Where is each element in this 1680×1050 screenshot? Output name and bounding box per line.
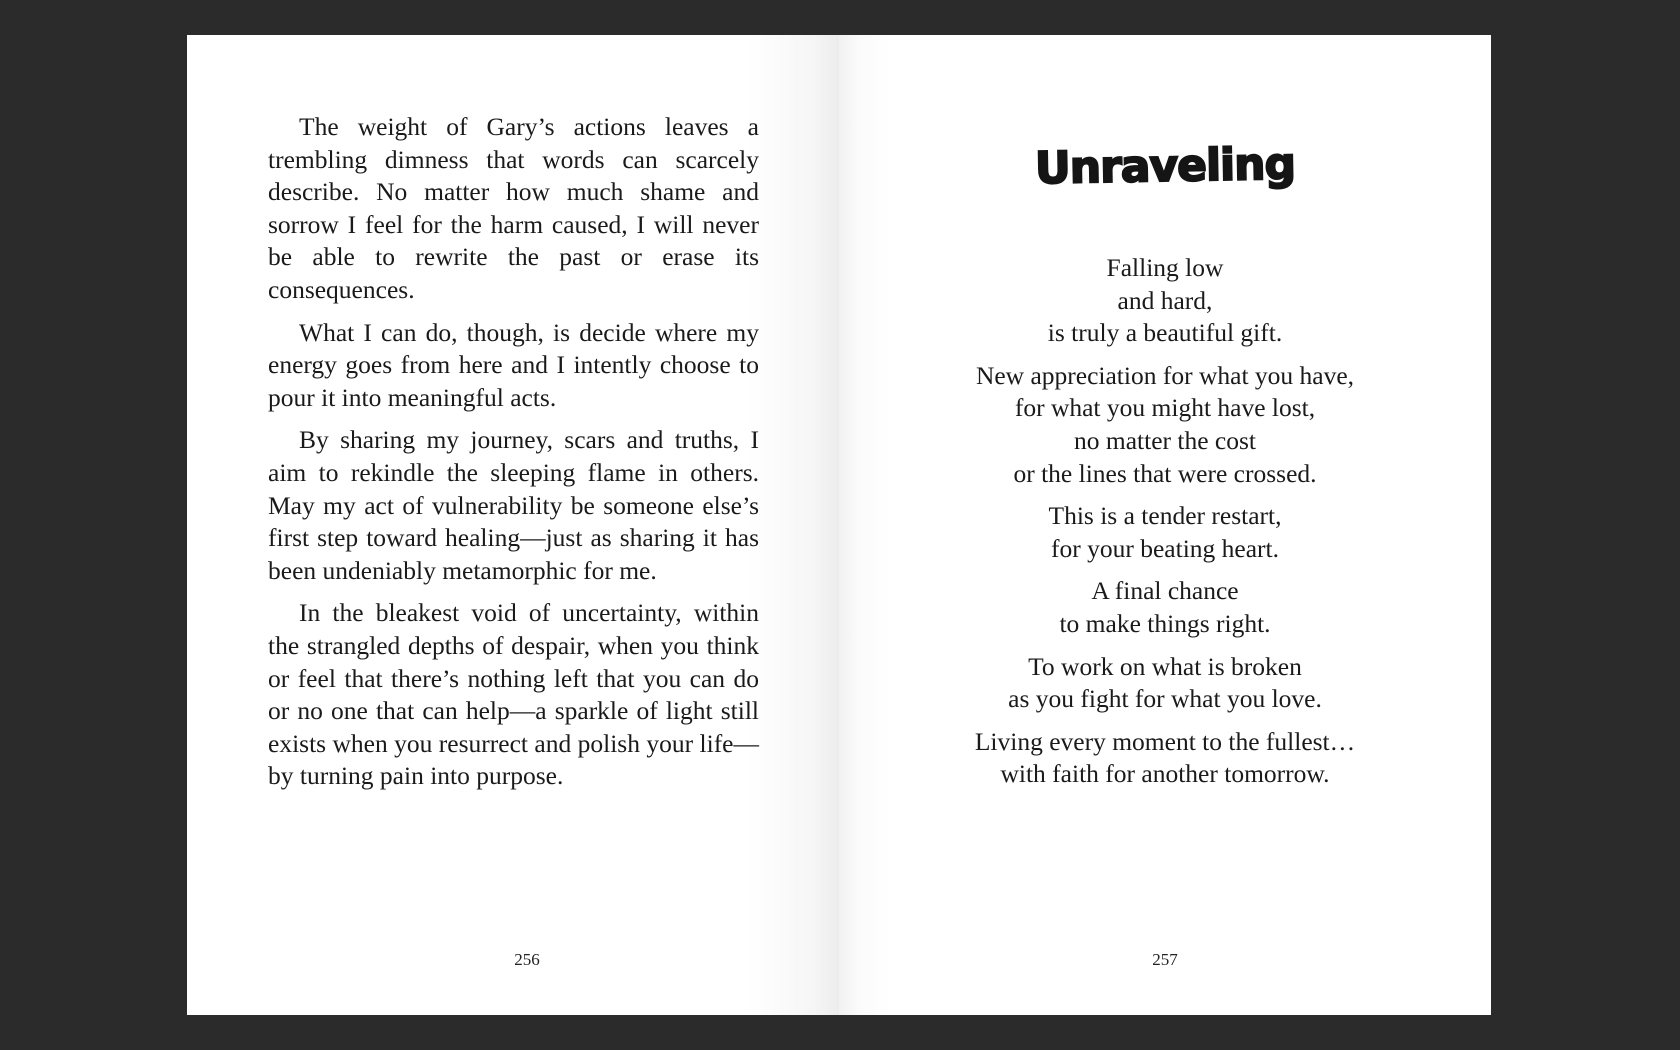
- chapter-title: Unraveling: [1034, 138, 1296, 195]
- paragraph: What I can do, though, is decide where my energy goes from here and I intently choose to pour it into meaningful acts.: [268, 317, 759, 412]
- left-page-body: [268, 111, 759, 803]
- poem-line: New appreciation for what you have,: [975, 360, 1355, 390]
- stanza: [839, 500, 1491, 565]
- poem-line: for what you might have lost,: [1014, 393, 1316, 423]
- poem: [839, 252, 1491, 801]
- poem-line: for your beating heart.: [1051, 533, 1279, 563]
- book-spread: [187, 35, 1492, 1015]
- poem-line: To work on what is broken: [1028, 651, 1302, 681]
- page-number-left: 256: [514, 950, 540, 969]
- stanza: [839, 360, 1491, 490]
- poem-line: This is a tender restart,: [1048, 501, 1282, 531]
- stanza: [839, 651, 1491, 716]
- right-page: [839, 35, 1491, 1015]
- poem-line: no matter the cost: [1074, 425, 1256, 455]
- poem-line: to make things right.: [1059, 608, 1271, 638]
- poem-line: with faith for another tomorrow.: [1000, 759, 1330, 789]
- stanza: [839, 575, 1491, 640]
- poem-line: as you fight for what you love.: [1008, 684, 1322, 714]
- paragraph: By sharing my journey, scars and truths, I aim to rekindle the sleeping flame in others. May my act of vulnerability be someone else’s first step toward healing—just as sharing it has been undeniably metamorphic for me.: [268, 425, 759, 585]
- paragraph: In the bleakest void of uncertainty, within the strangled depths of despair, when you think or feel that there’s nothing left that you can do or no one that can help—a sparkle of light still exists when you resurrect and polish your life—by turning pain into purpose.: [268, 598, 759, 791]
- page-number-right: 257: [1152, 950, 1178, 969]
- stanza: [839, 726, 1491, 791]
- poem-line: is truly a beautiful gift.: [1047, 318, 1283, 348]
- left-page: [187, 35, 839, 1015]
- stanza: [839, 252, 1491, 350]
- paragraph: The weight of Gary’s actions leaves a trembling dimness that words can scarcely describe. No matter how much shame and sorrow I feel for the harm caused, I will never be able to rewrite the past or erase its consequences.: [268, 112, 759, 304]
- poem-line: A final chance: [1091, 576, 1239, 606]
- poem-line: or the lines that were crossed.: [1013, 458, 1317, 488]
- poem-line: and hard,: [1117, 285, 1213, 315]
- poem-line: Falling low: [1106, 253, 1224, 282]
- poem-line: Living every moment to the fullest…: [974, 726, 1356, 756]
